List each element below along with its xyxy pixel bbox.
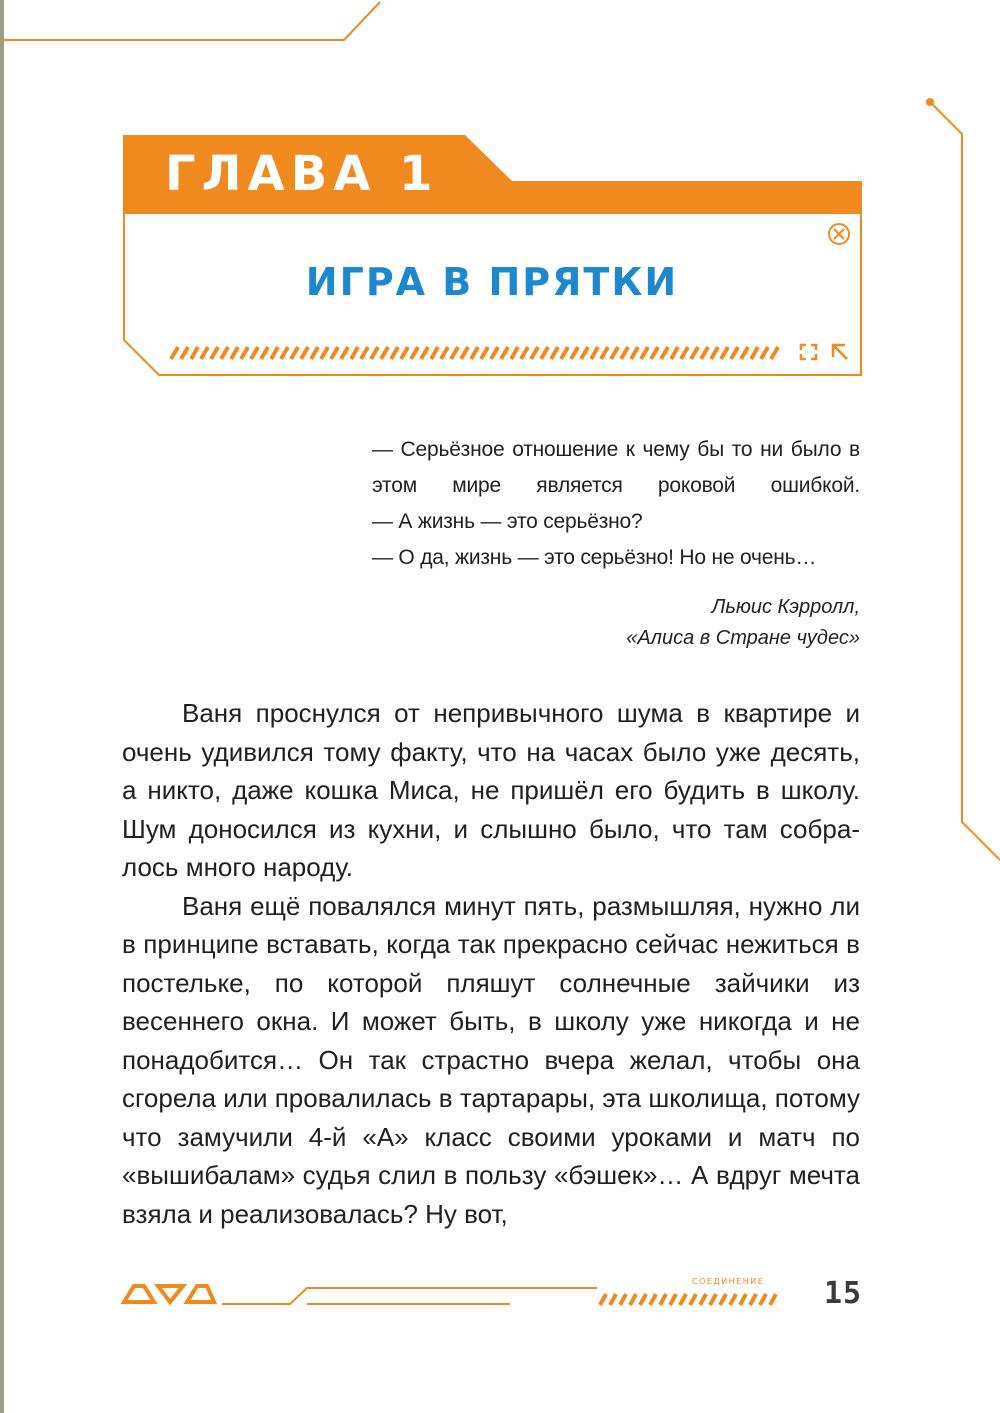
top-left-deco-line bbox=[0, 2, 380, 40]
epigraph-line: — О да, жизнь — это серьёзно! Но не очень… bbox=[372, 546, 817, 569]
body-text bbox=[122, 694, 860, 1233]
hatch-bar bbox=[171, 347, 778, 359]
expand-corners-icon bbox=[801, 345, 816, 359]
epigraph bbox=[372, 432, 860, 576]
epigraph-author: Льюис Кэрролл, bbox=[711, 596, 860, 618]
footer-deco-line bbox=[222, 1288, 597, 1304]
arrow-up-left-icon bbox=[833, 345, 847, 359]
right-deco-bracket bbox=[926, 98, 1000, 860]
paragraph: Ваня проснулся от непривычного шума в квартире и очень удивился тому факту, что на часах было уже десять, а никто, даже кошка Миса, не пришёл его будить в школу. Шум доносился из кухни, и слышно было, что там собралось много народу. bbox=[122, 698, 860, 882]
footer-brand: СОЕДИНЕНИЕ bbox=[692, 1277, 765, 1286]
epigraph-line: — Серьёзное отношение к чему бы то ни было в этом мире является роковой ошибкой. bbox=[372, 438, 860, 497]
footer-hatch-bar bbox=[600, 1294, 776, 1305]
paragraph: Ваня ещё повалялся минут пять, размышляя, нужно ли в принципе вставать, когда так прекрасно сейчас нежиться в постельке, по которой пляшут солнечные зайчики из весеннего окна. И может быть, в школу уже никогда и не понадобится… Он так страстно вчера желал, чтобы она сгорела или провалилась в тартарары, эта школища, потому что замучили 4-й «А» класс своими уроками и матч по «вышибалам» судья слил в пользу «бэшек»… А вдруг мечта взяла и реализовалась? Ну вот, bbox=[122, 890, 861, 1229]
epigraph-attribution bbox=[372, 592, 860, 654]
epigraph-source: «Алиса в Стране чудес» bbox=[626, 627, 860, 649]
chapter-title: ИГРА В ПРЯТКИ bbox=[305, 260, 679, 304]
close-circle-icon bbox=[829, 224, 849, 244]
triangle-logo-icon bbox=[124, 1286, 214, 1302]
page-number: 15 bbox=[824, 1276, 863, 1311]
chapter-label: ГЛАВА 1 bbox=[165, 146, 439, 202]
epigraph-line: — А жизнь — это серьёзно? bbox=[372, 510, 643, 533]
